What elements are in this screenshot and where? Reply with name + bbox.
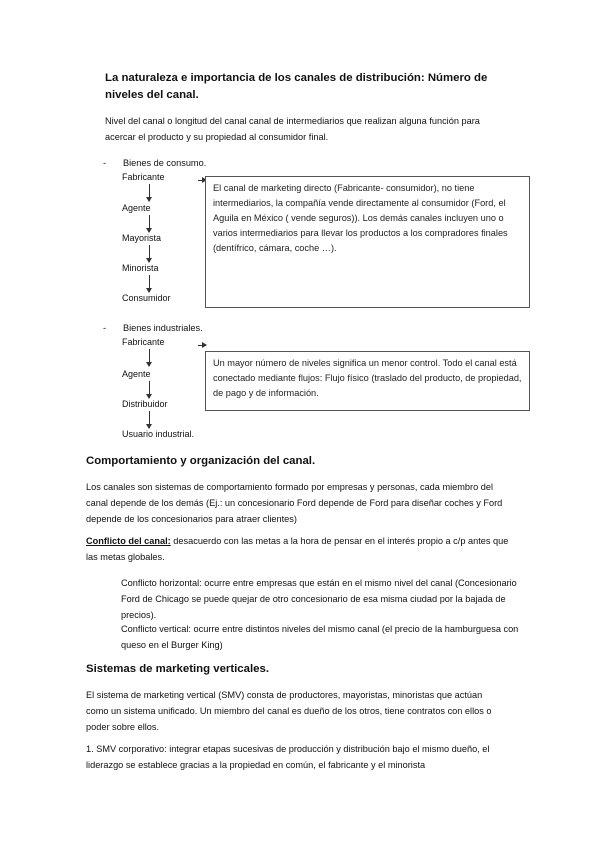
flow-step-agente: Agente bbox=[122, 369, 151, 379]
flow-arrow-down bbox=[149, 184, 150, 201]
bullet-dash: - bbox=[103, 323, 107, 333]
section-title-niveles: La naturaleza e importancia de los canales de distribución: Número de niveles del canal. bbox=[105, 72, 488, 101]
flow-arrow-down bbox=[149, 245, 150, 262]
smv-paragraph: El sistema de marketing vertical (SMV) consta de productores, mayoristas, minoristas que actúan como un sistema unificado. Un miembro del canal es dueño de los otros, tiene contratos con ellos o poder sobre ellos. bbox=[86, 690, 492, 732]
flow-arrow-down bbox=[149, 275, 150, 292]
flow-step-mayorista: Mayorista bbox=[122, 233, 162, 243]
consumer-note-box: El canal de marketing directo (Fabricante- consumidor), no tiene intermediarios, la compañía vende directamente al consumidor (Ford, el Aguila en México ( vende seguros)). Los demás canales incluyen uno o varios intermediarios para llevar los productos a los compradores finales (dentífrico, cámara, coche …). bbox=[205, 176, 530, 308]
section-title-smv: Sistemas de marketing verticales. bbox=[86, 663, 269, 675]
flow-arrow-down bbox=[149, 215, 150, 232]
vertical-conflict-paragraph: Conflicto vertical: ocurre entre distintos niveles del mismo canal (el precio de la hamburguesa con queso en el Burger King) bbox=[121, 624, 519, 650]
flow-step-distribuidor: Distribuidor bbox=[122, 399, 168, 409]
smv-corporativo-paragraph: 1. SMV corporativo: integrar etapas sucesivas de producción y distribución bajo el mismo dueño, el liderazgo se establece gracias a la propiedad en común, el fabricante y el minorista bbox=[86, 744, 490, 770]
flow-step-minorista: Minorista bbox=[122, 263, 159, 273]
conflict-paragraph bbox=[86, 533, 516, 565]
flow-arrow-right bbox=[198, 345, 206, 346]
industrial-goods-label: Bienes industriales. bbox=[123, 323, 203, 333]
flow-step-usuario-industrial: Usuario industrial. bbox=[122, 429, 195, 439]
section-title-comportamiento: Comportamiento y organización del canal. bbox=[86, 455, 316, 467]
flow-arrow-down bbox=[149, 411, 150, 428]
flow-arrow-down bbox=[149, 381, 150, 398]
behavior-paragraph: Los canales son sistemas de comportamiento formado por empresas y personas, cada miembro del canal depende de los demás (Ej.: un concesionario Ford depende de Ford para diseñar coches y Ford depende de los concesionarios para atraer clientes) bbox=[86, 482, 503, 524]
horizontal-conflict-paragraph: Conflicto horizontal: ocurre entre empresas que están en el mismo nivel del canal (Concesionario Ford de Chicago se puede quejar de otro concesionario de esa misma ciudad por la bajada de precios). bbox=[121, 578, 517, 620]
flow-arrow-down bbox=[149, 349, 150, 366]
bullet-dash: - bbox=[103, 158, 107, 168]
intro-paragraph: Nivel del canal o longitud del canal canal de intermediarios que realizan alguna función para acercar el producto y su propiedad al consumidor final. bbox=[105, 116, 480, 142]
flow-step-fabricante: Fabricante bbox=[122, 172, 165, 182]
flow-step-agente: Agente bbox=[122, 203, 151, 213]
consumer-goods-label: Bienes de consumo. bbox=[123, 158, 207, 168]
flow-step-consumidor: Consumidor bbox=[122, 293, 171, 303]
flow-step-fabricante: Fabricante bbox=[122, 337, 165, 347]
conflict-text: desacuerdo con las metas a la hora de pensar en el interés propio a c/p antes que las metas globales. bbox=[86, 536, 509, 562]
conflict-label: Conflicto del canal: bbox=[86, 536, 171, 546]
industrial-note-box: Un mayor número de niveles significa un menor control. Todo el canal está conectado mediante flujos: Flujo físico (traslado del producto, de propiedad, de pago y de información. bbox=[205, 351, 530, 411]
